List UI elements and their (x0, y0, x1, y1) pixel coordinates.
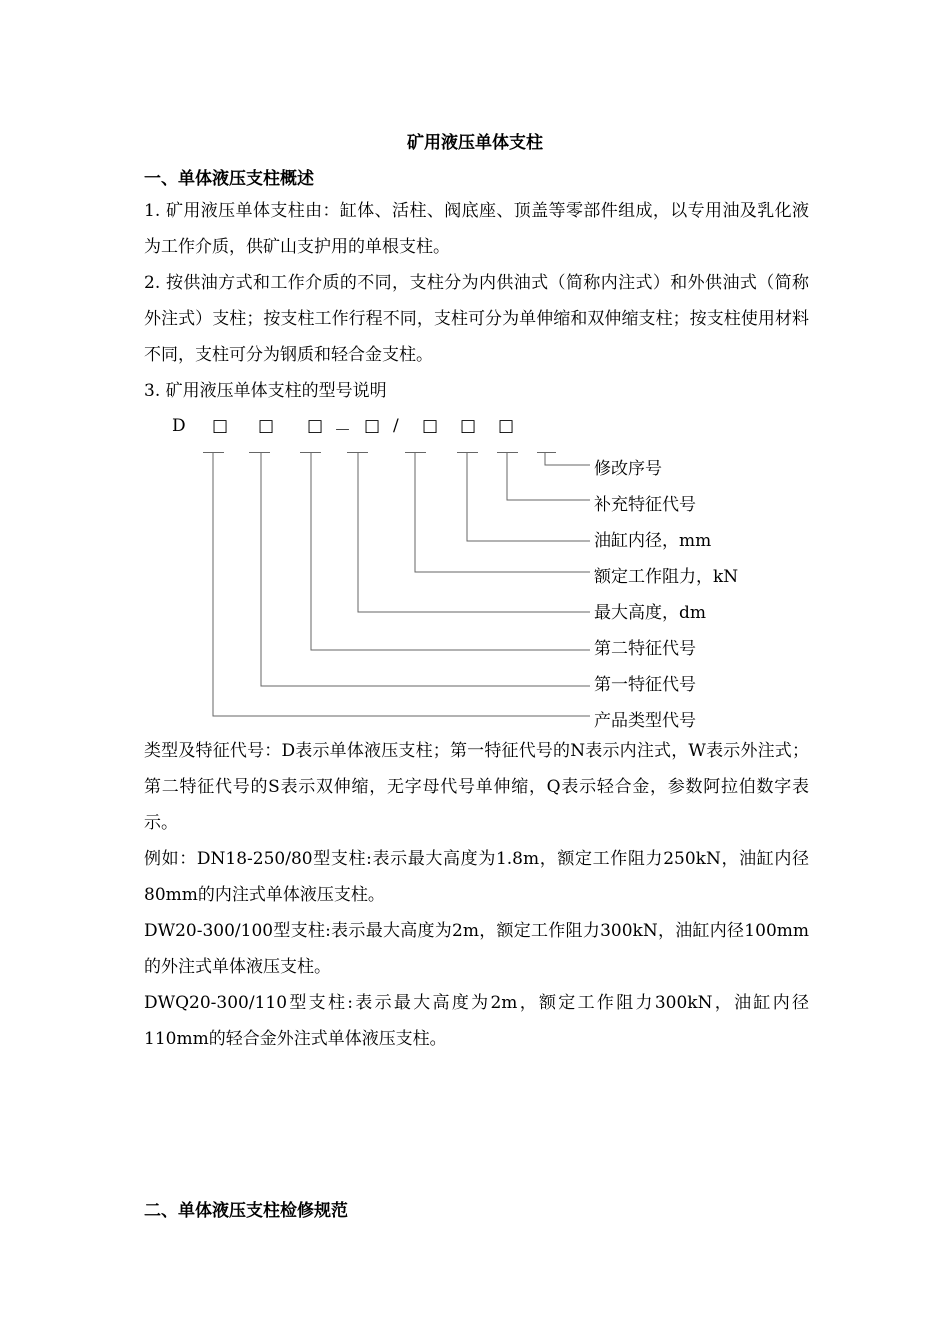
label-rated-resistance: 额定工作阻力，kN (594, 567, 739, 587)
leader-product-type (213, 452, 590, 716)
label-supplement-code: 补充特征代号 (594, 495, 696, 515)
paragraph-example-3: DWQ20-300/110型支柱:表示最大高度为2m，额定工作阻力300kN，油缸内径110mm的轻合金外注式单体液压支柱。 (144, 993, 809, 1049)
label-revision: 修改序号 (594, 459, 662, 479)
label-second-feature: 第二特征代号 (594, 639, 696, 659)
code-box-2: □ (258, 416, 275, 436)
leader-height (358, 452, 590, 612)
code-box-4: □ (364, 416, 381, 436)
leader-supplement (507, 452, 590, 500)
code-box-6: □ (460, 416, 477, 436)
label-cylinder-bore: 油缸内径，mm (594, 531, 712, 551)
code-dash: － (334, 421, 351, 441)
paragraph-example-1: 例如：DN18-250/80型支柱:表示最大高度为1.8m，额定工作阻力250kN，油缸内径80mm的内注式单体液压支柱。 (144, 849, 809, 905)
label-product-type: 产品类型代号 (594, 711, 696, 731)
paragraph-item-2: 2. 按供油方式和工作介质的不同，支柱分为内供油式（简称内注式）和外供油式（简称外注式）支柱；按支柱工作行程不同，支柱可分为单伸缩和双伸缩支柱；按支柱使用材料不同，支柱可分为钢质和轻合金支柱。 (144, 273, 809, 365)
leader-revision (545, 452, 590, 465)
paragraph-item-3: 3. 矿用液压单体支柱的型号说明 (144, 381, 387, 401)
leader-feature-2 (311, 452, 590, 650)
section-heading-overview: 一、单体液压支柱概述 (144, 169, 314, 189)
label-max-height: 最大高度，dm (594, 603, 707, 623)
section-heading-maintenance: 二、单体液压支柱检修规范 (144, 1201, 348, 1221)
code-slash: / (393, 416, 399, 436)
paragraph-example-2: DW20-300/100型支柱:表示最大高度为2m，额定工作阻力300kN，油缸内径100mm的外注式单体液压支柱。 (144, 921, 809, 977)
label-first-feature: 第一特征代号 (594, 675, 696, 695)
code-box-3: □ (307, 416, 324, 436)
code-box-5: □ (422, 416, 439, 436)
paragraph-item-1: 1. 矿用液压单体支柱由：缸体、活柱、阀底座、顶盖等零部件组成，以专用油及乳化液为工作介质，供矿山支护用的单根支柱。 (144, 201, 809, 257)
document-title: 矿用液压单体支柱 (407, 133, 543, 153)
code-box-1: □ (212, 416, 229, 436)
leader-feature-1 (261, 452, 590, 686)
paragraph-code-explanation: 类型及特征代号：D表示单体液压支柱；第一特征代号的N表示内注式，W表示外注式；第二特征代号的S表示双伸缩，无字母代号单伸缩，Q表示轻合金，参数阿拉伯数字表示。 (144, 741, 809, 833)
code-prefix: D (172, 416, 186, 436)
code-box-7: □ (498, 416, 515, 436)
leader-resistance (415, 452, 590, 572)
